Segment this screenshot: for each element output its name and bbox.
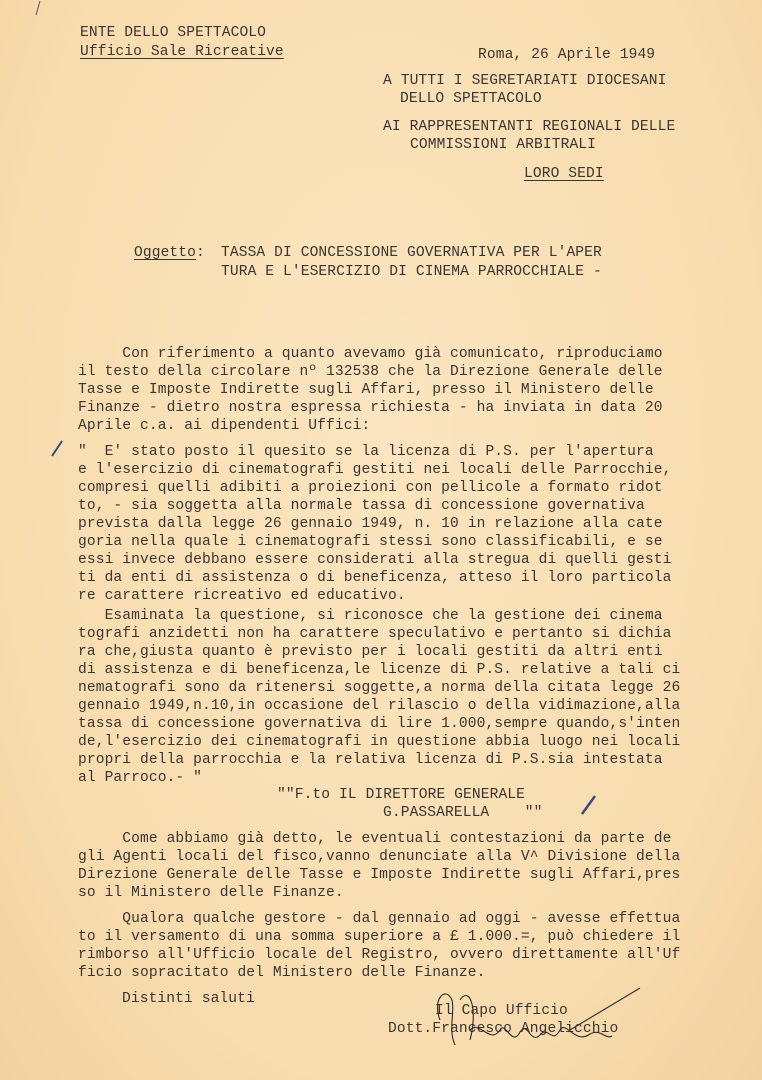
signature-title: Il Capo Ufficio — [435, 1003, 568, 1019]
recipient-line: A TUTTI I SEGRETARIATI DIOCESANI — [383, 73, 667, 89]
text-line: Aprile c.a. ai dipendenti Uffici: — [78, 418, 371, 434]
text-line: re carattere ricreativo ed educativo. — [78, 588, 406, 604]
text-line: ficio sopracitato del Ministero delle Finanze. — [78, 965, 486, 981]
text-line: de,l'esercizio dei cinematografi in questione abbia luogo nei locali — [78, 734, 681, 750]
recipient-line: AI RAPPRESENTANTI REGIONALI DELLE — [383, 119, 676, 135]
quoted-signature-name: G.PASSARELLA "" — [383, 805, 543, 821]
text-line: compresi quelli adibiti a proiezioni con pellicole a formato ridot — [78, 480, 663, 496]
text-line: Direzione Generale delle Tasse e Imposte Indirette sugli Affari,pres — [78, 867, 681, 883]
loro-sedi: LORO SEDI — [524, 166, 604, 182]
text-line: to, - sia soggetta alla normale tassa di concessione governativa — [78, 498, 645, 514]
text-line: Esaminata la questione, si riconosce che la gestione dei cinema — [78, 608, 663, 624]
closing: Distinti saluti — [122, 991, 255, 1007]
date-line: Roma, 26 Aprile 1949 — [478, 47, 656, 63]
recipient-line: COMMISSIONI ARBITRALI — [410, 137, 597, 153]
letterhead-office: Ufficio Sale Ricreative — [80, 44, 284, 60]
text-line: propri della parrocchia e la relativa licenza di P.S.sia intestata — [78, 752, 663, 768]
text-line: il testo della circolare nº 132538 che la Direzione Generale delle — [78, 364, 663, 380]
quoted-signature-title: ""F.to IL DIRETTORE GENERALE — [277, 787, 526, 803]
corner-mark-icon — [36, 1, 40, 15]
letterhead-org: ENTE DELLO SPETTACOLO — [80, 25, 267, 41]
text-line: Come abbiamo già detto, le eventuali contestazioni da parte de — [78, 831, 672, 847]
text-line: goria nella quale i cinematografi stessi sono classificabili, e se — [78, 534, 663, 550]
check-mark-icon — [582, 796, 595, 814]
text-line: e l'esercizio di cinematografi gestiti nei locali delle Parrocchie, — [78, 462, 672, 478]
text-line: al Parroco.- " — [78, 770, 203, 786]
text-line: tassa di concessione governativa di lire 1.000,sempre quando,s'inten — [78, 716, 681, 732]
text-line: prevista dalla legge 26 gennaio 1949, n. 10 in relazione alla cate — [78, 516, 663, 532]
text-line: Con riferimento a quanto avevamo già comunicato, riproduciamo — [78, 346, 663, 362]
text-line: tografi anzidetti non ha carattere speculativo e pertanto si dichia — [78, 626, 672, 642]
check-mark-icon — [52, 441, 62, 456]
text-line: ra che,giusta quanto è previsto per i locali gestiti da altri enti — [78, 644, 663, 660]
text-line: to il versamento di una somma superiore a £ 1.000.=, può chiedere il — [78, 929, 681, 945]
text-line: di assistenza e di beneficenza,le licenze di P.S. relative a tali ci — [78, 662, 681, 678]
recipient-line: DELLO SPETTACOLO — [400, 91, 542, 107]
text-line: " E' stato posto il quesito se la licenza di P.S. per l'apertura — [78, 444, 654, 460]
text-line: Qualora qualche gestore - dal gennaio ad oggi - avesse effettua — [78, 911, 681, 927]
text-line: essi invece debbano essere considerati alla stregua di quelli gesti — [78, 552, 672, 568]
text-line: Tasse e Imposte Indirette sugli Affari, presso il Ministero delle — [78, 382, 654, 398]
text-line: ti da enti di assistenza o di beneficenza, atteso il loro particola — [78, 570, 672, 586]
subject-line: TURA E L'ESERCIZIO DI CINEMA PARROCCHIALE - — [221, 264, 602, 280]
text-line: gennaio 1949,n.10,in occasione del rilascio o della vidimazione,alla — [78, 698, 681, 714]
text-line: Finanze - dietro nostra espressa richiesta - ha inviata in data 20 — [78, 400, 663, 416]
text-line: gli Agenti locali del fisco,vanno denunciate alla V^ Divisione della — [78, 849, 681, 865]
subject-line: TASSA DI CONCESSIONE GOVERNATIVA PER L'APER — [221, 245, 602, 261]
signature-name: Dott.Francesco Angelicchio — [388, 1021, 619, 1037]
text-line: nematografi sono da ritenersi soggette,a norma della citata legge 26 — [78, 680, 681, 696]
subject-colon: : — [196, 245, 205, 261]
signature-stroke — [570, 988, 640, 1030]
subject-label: Oggetto — [134, 245, 197, 261]
text-line: so il Ministero delle Finanze. — [78, 885, 344, 901]
text-line: rimborso all'Ufficio locale del Registro, ovvero direttamente all'Uf — [78, 947, 681, 963]
handwritten-signature — [437, 994, 612, 1045]
